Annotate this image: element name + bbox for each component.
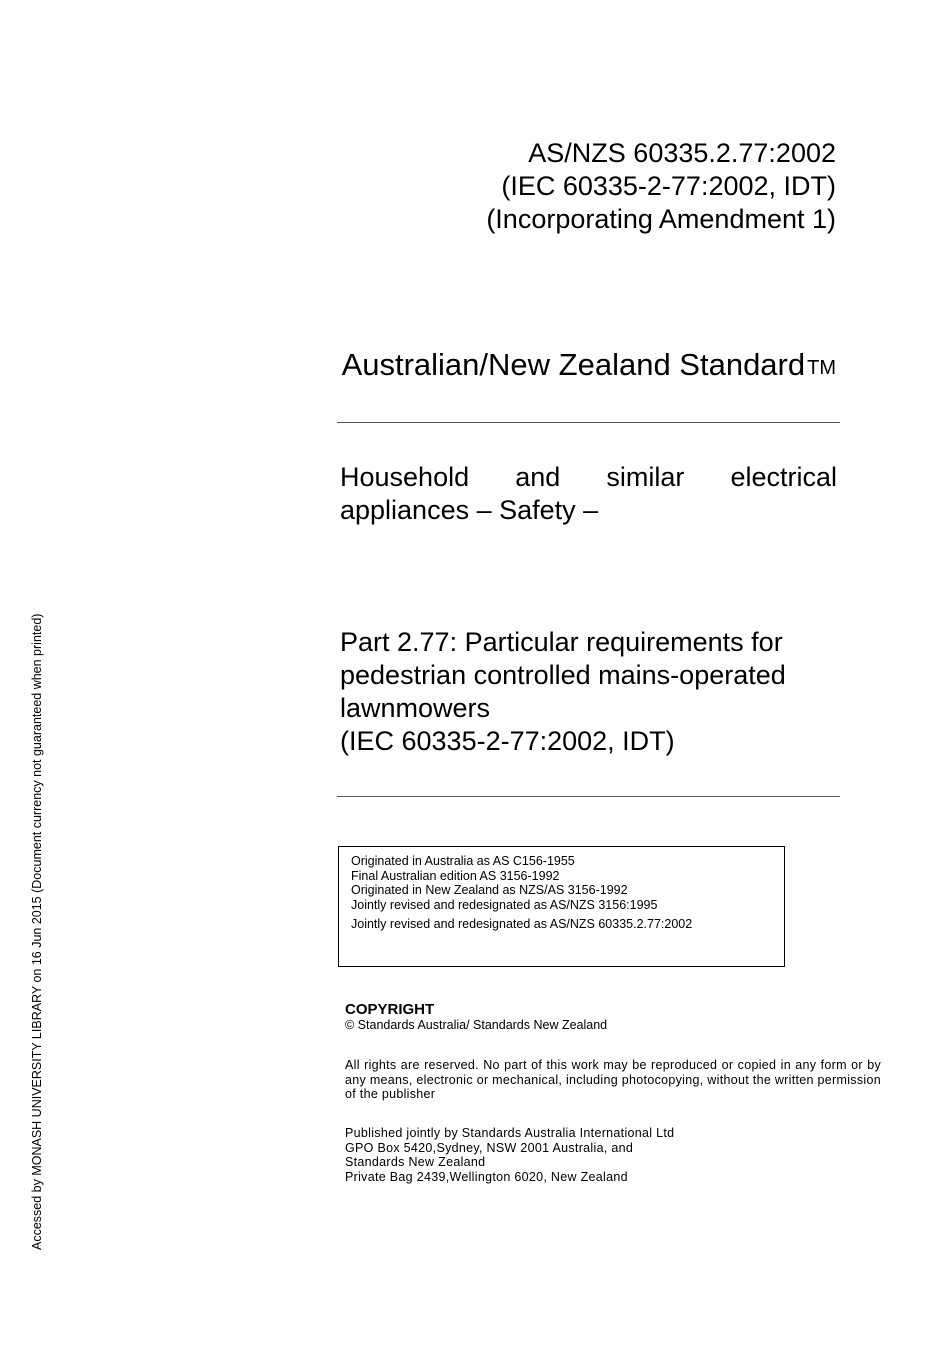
history-line: Originated in Australia as AS C156-1955 [351, 854, 575, 868]
standard-designation [486, 137, 836, 236]
standard-title-text: Australian/New Zealand Standard [341, 347, 806, 382]
access-watermark: Accessed by MONASH UNIVERSITY LIBRARY on 16 Jun 2015 (Document currency not guaranteed when printed) [30, 613, 44, 1250]
trademark-mark: TM [807, 357, 836, 379]
publisher-block [345, 1126, 881, 1184]
publisher-line: Published jointly by Standards Australia International Ltd [345, 1126, 675, 1140]
publisher-line: Standards New Zealand [345, 1155, 486, 1169]
part-title-line: lawnmowers [340, 693, 491, 723]
history-line: Originated in New Zealand as NZS/AS 3156-1992 [351, 883, 628, 897]
history-line: Final Australian edition AS 3156-1992 [351, 868, 560, 883]
designation-number: AS/NZS 60335.2.77:2002 [528, 138, 836, 168]
publisher-line: GPO Box 5420,Sydney, NSW 2001 Australia, and [345, 1140, 634, 1155]
designation-amendment: (Incorporating Amendment 1) [486, 204, 836, 234]
standard-title [342, 345, 836, 385]
bottom-divider [337, 796, 840, 797]
part-title-line: Part 2.77: Particular requirements for [340, 627, 783, 657]
part-title-line: pedestrian controlled mains-operated [340, 660, 786, 690]
document-subject: Household and similar electrical appliances – Safety – [340, 462, 837, 525]
part-iec-reference: (IEC 60335-2-77:2002, IDT) [340, 726, 675, 756]
copyright-holder: © Standards Australia/ Standards New Zealand [345, 1018, 608, 1032]
part-title [340, 626, 840, 758]
top-divider [337, 422, 840, 423]
designation-iec-equivalent: (IEC 60335-2-77:2002, IDT) [501, 171, 836, 201]
rights-statement: All rights are reserved. No part of this work may be reproduced or copied in any form or by any means, electronic or mechanical, including photocopying, without the written permission of the publisher [345, 1058, 881, 1101]
publication-history-box [338, 846, 785, 967]
copyright-heading: COPYRIGHT [345, 1001, 435, 1018]
history-line: Jointly revised and redesignated as AS/NZS 60335.2.77:2002 [351, 917, 693, 931]
publisher-line: Private Bag 2439,Wellington 6020, New Zealand [345, 1169, 628, 1184]
copyright-block [345, 1001, 881, 1033]
history-line: Jointly revised and redesignated as AS/NZS 3156:1995 [351, 897, 658, 912]
